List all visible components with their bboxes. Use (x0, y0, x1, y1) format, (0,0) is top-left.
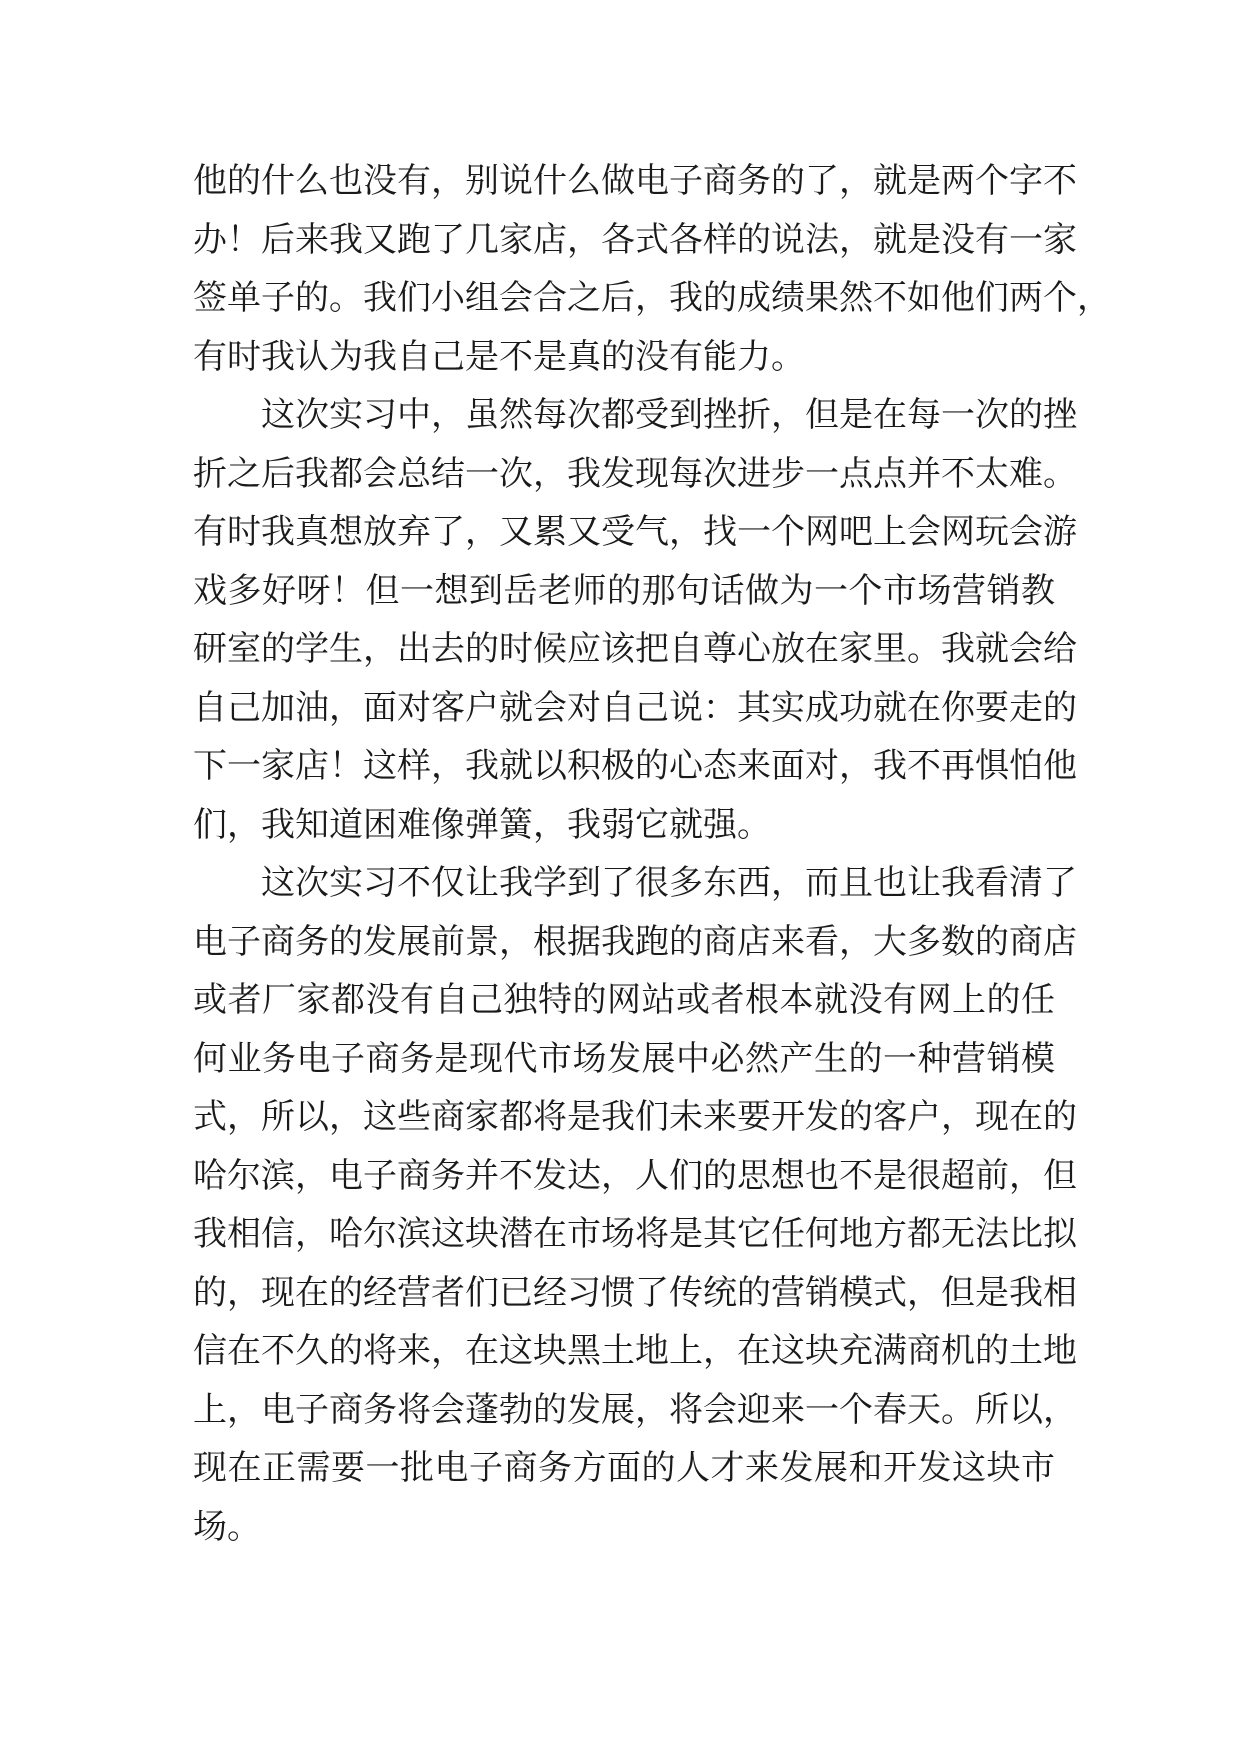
text-line: 下一家店！这样，我就以积极的心态来面对，我不再惧怕他 (193, 746, 1077, 786)
paragraph-first-line: 这次实习中，虽然每次都受到挫折，但是在每一次的挫 (261, 395, 1077, 435)
text-line: 式，所以，这些商家都将是我们未来要开发的客户，现在的 (193, 1097, 1077, 1137)
text-line: 他的什么也没有，别说什么做电子商务的了，就是两个字不 (193, 161, 1077, 201)
text-line: 现在正需要一批电子商务方面的人才来发展和开发这块市 (193, 1448, 1055, 1488)
text-line: 们，我知道困难像弹簧，我弱它就强。 (193, 804, 771, 845)
text-line: 场。 (193, 1506, 261, 1547)
text-line: 信在不久的将来，在这块黑土地上，在这块充满商机的土地 (193, 1331, 1077, 1371)
text-line: 或者厂家都没有自己独特的网站或者根本就没有网上的任 (193, 980, 1055, 1020)
text-line: 签单子的。我们小组会合之后，我的成绩果然不如他们两个， (193, 278, 1111, 318)
paragraph-first-line: 这次实习不仅让我学到了很多东西，而且也让我看清了 (261, 863, 1077, 903)
text-line: 上，电子商务将会蓬勃的发展，将会迎来一个春天。所以， (193, 1389, 1077, 1430)
text-line: 有时我真想放弃了，又累又受气，找一个网吧上会网玩会游 (193, 512, 1077, 552)
body-text (193, 152, 1111, 1556)
text-line: 何业务电子商务是现代市场发展中必然产生的一种营销模 (193, 1038, 1055, 1079)
text-line: 研室的学生，出去的时候应该把自尊心放在家里。我就会给 (193, 629, 1077, 669)
text-line: 哈尔滨，电子商务并不发达，人们的思想也不是很超前，但 (193, 1155, 1077, 1196)
text-line: 办！后来我又跑了几家店，各式各样的说法，就是没有一家 (193, 219, 1077, 260)
text-line: 电子商务的发展前景，根据我跑的商店来看，大多数的商店 (193, 921, 1077, 962)
text-line: 戏多好呀！但一想到岳老师的那句话做为一个市场营销教 (193, 570, 1055, 611)
text-line: 自己加油，面对客户就会对自己说：其实成功就在你要走的 (193, 687, 1077, 728)
text-line: 折之后我都会总结一次，我发现每次进步一点点并不太难。 (193, 453, 1077, 494)
text-line: 有时我认为我自己是不是真的没有能力。 (193, 336, 805, 377)
text-line: 我相信，哈尔滨这块潜在市场将是其它任何地方都无法比拟 (193, 1214, 1077, 1254)
text-line: 的，现在的经营者们已经习惯了传统的营销模式，但是我相 (193, 1272, 1077, 1313)
